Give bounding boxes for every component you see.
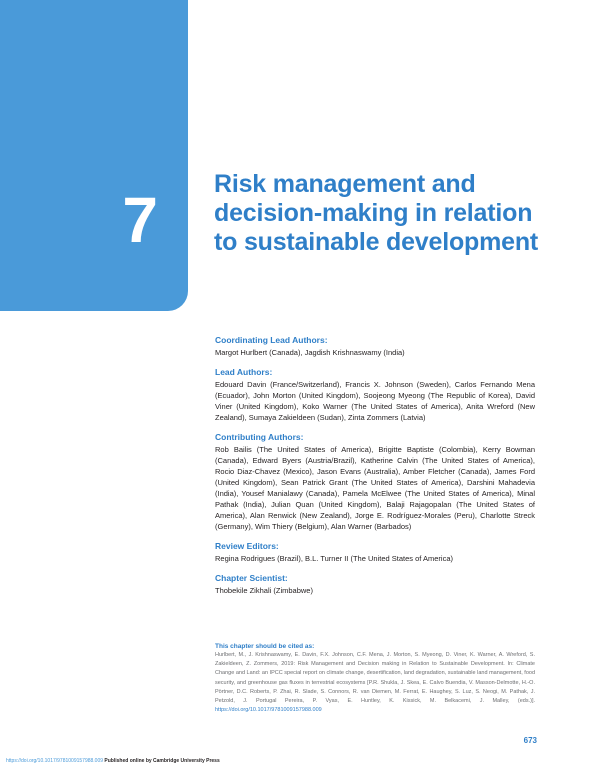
citation-doi-link[interactable]: https://doi.org/10.1017/9781009157988.009: [215, 707, 322, 714]
citation-text: Hurlbert, M., J. Krishnaswamy, E. Davin, F.X. Johnson, C.F. Mena, J. Morton, S. Myeong, D. Viner, K. Warner, A. Wreford, S. Zakieldeen, Z. Zommers, 2019: Risk Management and Decision making in Relation to Sustainable Development. In: Climate Change and Land: an IPCC special report on climate change, desertification, land degradation, sustainable land management, food security, and greenhouse gas fluxes in terrestrial ecosystems [P.R. Shukla, J. Skea, E. Calvo Buendia, V. Masson-Delmotte, H.-O. Pörtner, D.C. Roberts, P. Zhai, R. Slade, S. Connors, R. van Diemen, M. Ferrat, E. Haughey, S. Luz, S. Neogi, M. Pathak, J. Petzold, J. Portugal Pereira, P. Vyas, E. Huntley, K. Kissick, M. Belkacemi, J. Malley, (eds.)].: [215, 652, 535, 705]
section-heading: Review Editors:: [215, 541, 279, 551]
chapter-scientist-section: [215, 573, 535, 596]
chapter-title-line: decision-making in relation: [214, 199, 533, 227]
section-heading: Contributing Authors:: [215, 432, 304, 442]
contributing-authors-section: [215, 432, 535, 532]
chapter-title: [214, 170, 584, 257]
chapter-title-line: to sustainable development: [214, 228, 539, 256]
page-footer: [6, 758, 220, 764]
lead-authors-section: [215, 367, 535, 423]
section-heading: Chapter Scientist:: [215, 573, 288, 583]
section-body: Margot Hurlbert (Canada), Jagdish Krishnaswamy (India): [215, 348, 405, 357]
section-heading: Coordinating Lead Authors:: [215, 335, 328, 345]
chapter-number: 7: [122, 184, 158, 256]
chapter-title-line: Risk management and: [214, 170, 476, 198]
chapter-number-block: [0, 0, 188, 311]
citation-block: [215, 642, 535, 715]
coordinating-lead-authors-section: [215, 335, 535, 358]
section-body: Rob Bailis (The United States of America), Brigitte Baptiste (Colombia), Kerry Bowman (Canada), Edward Byers (Austria/Brazil), Katherine Calvin (The United States of America), Rocio Diaz-Chavez (Mexico), Jason Evans (Australia), Amber Fletcher (Canada), James Ford (United Kingdom), Sean Patrick Grant (The United States of America), Darshini Mahadevia (India), Yousef Manialawy (Canada), Pamela McElwee (The United States of America), Minal Pathak (India), Julian Quan (United Kingdom), Balaji Rajagopalan (The United States of America), Alan Renwick (New Zealand), Jorge E. Rodríguez-Morales (Peru), Charlotte Streck (Germany), Wim Thiery (Belgium), Alan Warner (Barbados): [215, 445, 535, 531]
section-body: Edouard Davin (France/Switzerland), Francis X. Johnson (Sweden), Carlos Fernando Mena (Ecuador), John Morton (United Kingdom), Soojeong Myeong (The Republic of Korea), David Viner (United Kingdom), Koko Warner (The United States of America), Anita Wreford (New Zealand), Sumaya Zakieldeen (Sudan), Zinta Zommers (Latvia): [215, 380, 535, 422]
section-body: Regina Rodrigues (Brazil), B.L. Turner II (The United States of America): [215, 554, 454, 563]
section-heading: Lead Authors:: [215, 367, 273, 377]
review-editors-section: [215, 541, 535, 564]
citation-body: [215, 651, 535, 715]
page-number: 673: [523, 736, 537, 745]
footer-doi-link[interactable]: https://doi.org/10.1017/9781009157988.009: [6, 758, 104, 764]
footer-publisher: Published online by Cambridge University Press: [104, 758, 220, 764]
section-body: Thobekile Zikhali (Zimbabwe): [215, 586, 313, 595]
citation-heading: This chapter should be cited as:: [215, 643, 315, 650]
author-sections: [215, 335, 535, 605]
